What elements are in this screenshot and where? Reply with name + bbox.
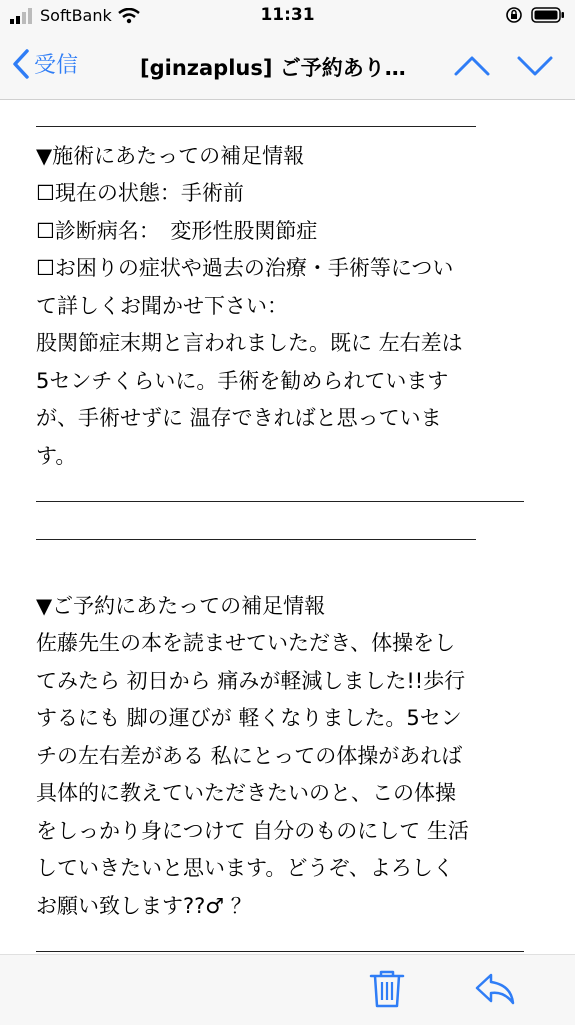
body-line: お願い致します??♂ ？ — [36, 893, 252, 918]
body-line: 股関節症末期と言われました。既に 左右差は — [36, 331, 463, 355]
blank-line — [36, 550, 556, 588]
back-label: 受信 — [34, 53, 79, 78]
previous-message-button[interactable] — [452, 50, 492, 82]
body-line: す。 — [36, 443, 77, 468]
reply-icon — [474, 969, 516, 1009]
body-line: 具体的に教えていただきたいのと、この体操 — [36, 781, 456, 805]
bottom-toolbar — [0, 954, 575, 1025]
orientation-lock-icon — [505, 6, 523, 24]
chevron-left-icon — [12, 49, 30, 79]
body-line: が、手術せずに 温存できればと思っていま — [36, 406, 442, 430]
chevron-down-icon — [515, 50, 555, 82]
body-line: していきたいと思います。どうぞ、よろしく — [36, 856, 454, 880]
body-line: ▼施術にあたっての補足情報 — [36, 143, 305, 168]
nav-bar — [0, 32, 575, 100]
trash-icon — [368, 969, 406, 1009]
body-line: ▼ご予約にあたっての補足情報 — [36, 593, 326, 618]
body-line: をしっかり身につけて 自分のものにして 生活 — [36, 818, 469, 843]
body-line: するにも 脚の運びが 軽くなりました。5セン — [36, 706, 462, 730]
body-line: てみたら 初日から 痛みが軽減しました!!歩行 — [36, 668, 466, 693]
reply-button[interactable] — [474, 969, 516, 1009]
body-line: 5センチくらいに。手術を勧められています — [36, 368, 449, 393]
body-line: ☐お困りの症状や過去の治療・手術等につい — [36, 256, 454, 280]
status-right — [505, 6, 565, 24]
next-message-button[interactable] — [515, 50, 555, 82]
body-line: ☐診断病名： 変形性股関節症 — [36, 218, 318, 243]
body-line: ☐現在の状態：手術前 — [36, 181, 244, 205]
battery-icon — [531, 7, 565, 23]
status-time: 11:31 — [260, 5, 315, 25]
body-line: チの左右差がある 私にとっての体操があれば — [36, 743, 463, 768]
chevron-up-icon — [452, 50, 492, 82]
divider — [36, 513, 556, 551]
delete-button[interactable] — [368, 969, 406, 1009]
carrier-label: SoftBank — [40, 6, 112, 25]
message-body — [36, 100, 556, 1000]
divider — [36, 100, 556, 138]
status-bar — [0, 0, 575, 32]
divider — [36, 475, 556, 513]
body-line: て詳しくお聞かせ下さい： — [36, 293, 288, 318]
back-button[interactable] — [12, 48, 78, 79]
mail-subject-title: [ginzaplus] ご予約あり… — [140, 56, 406, 80]
body-line: 佐藤先生の本を読ませていただき、体操をし — [36, 631, 456, 655]
